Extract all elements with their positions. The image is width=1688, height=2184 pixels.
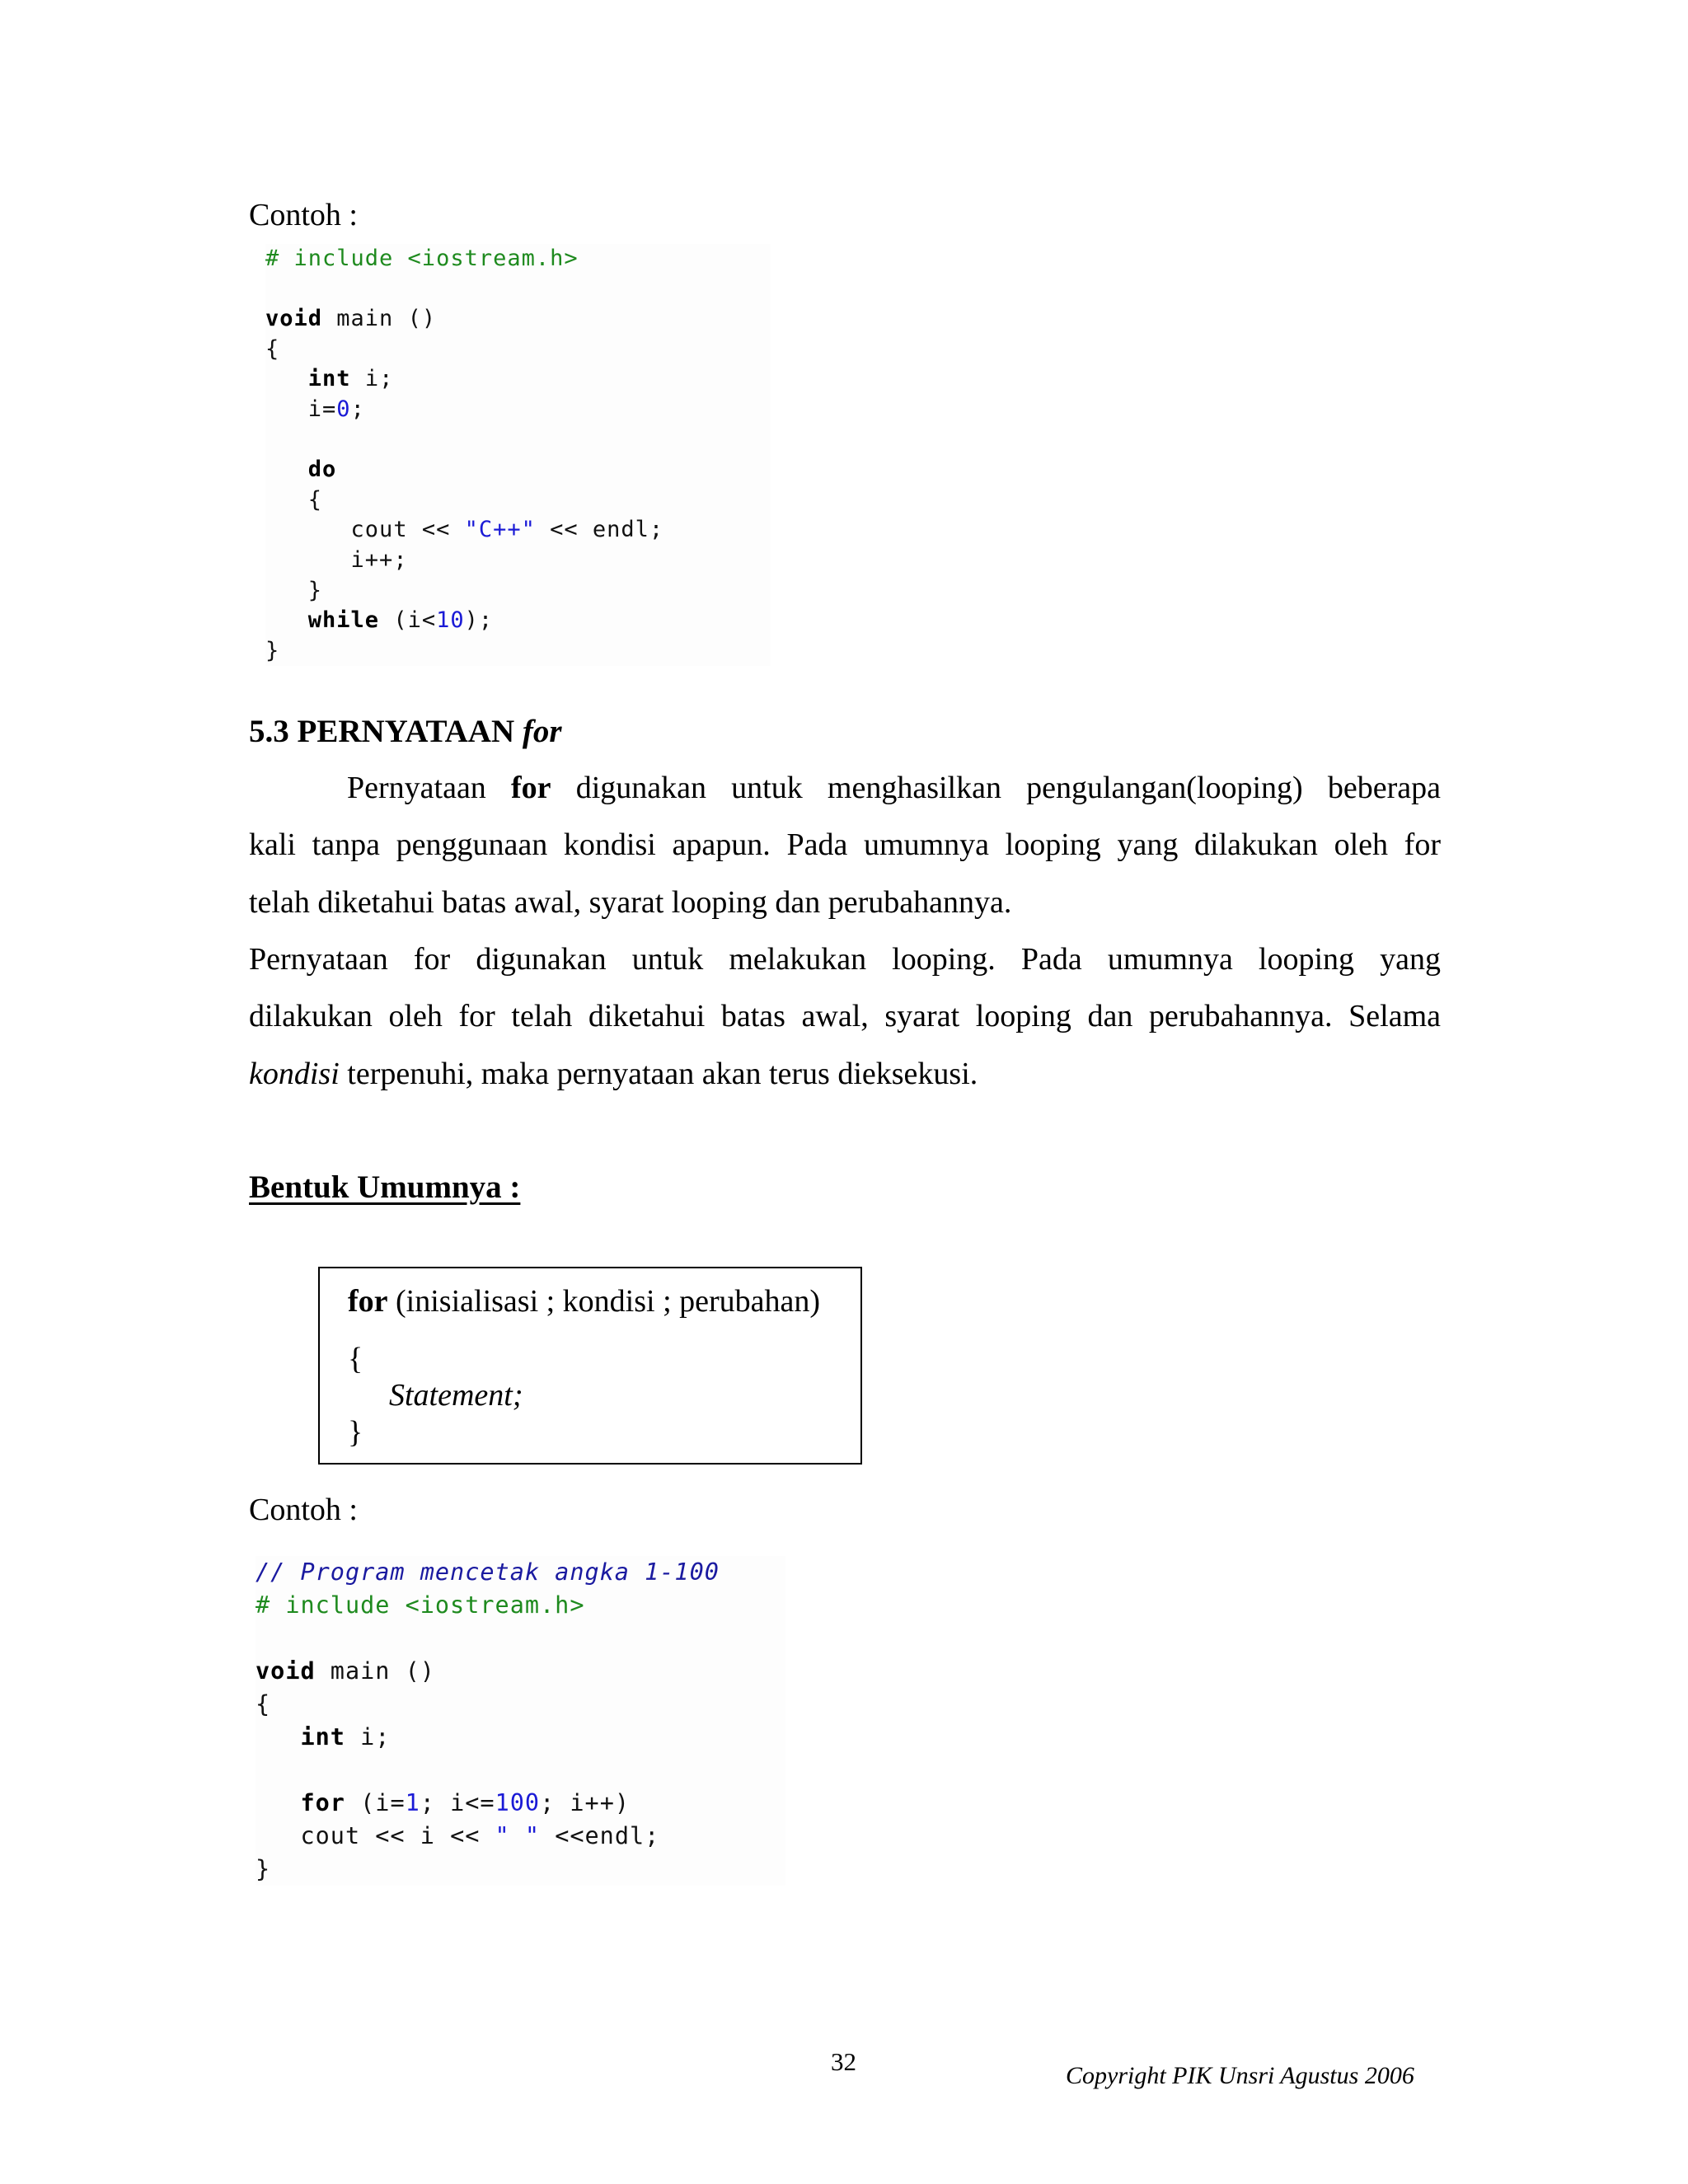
code2-close-brace: } — [256, 1855, 271, 1882]
code-open-brace: { — [265, 335, 280, 362]
paragraph1-line2: kali tanpa penggunaan kondisi apapun. Pada umumnya looping yang dilakukan oleh for — [249, 827, 1441, 863]
section-heading: 5.3 PERNYATAAN for — [249, 714, 562, 749]
code-assign-line: i=0; — [307, 396, 365, 422]
paragraph-for-intro — [249, 760, 1441, 931]
page-number: 32 — [831, 2047, 856, 2076]
code2-include-line: # include <iostream.h> — [256, 1591, 585, 1619]
code-cout-line: cout << "C++" << endl; — [350, 517, 664, 543]
code2-main-line: void main () — [256, 1657, 435, 1685]
paragraph2-line2: dilakukan oleh for telah diketahui batas awal, syarat looping dan perubahannya. Selama — [249, 999, 1441, 1034]
code-include-line: # include <iostream.h> — [265, 246, 579, 271]
code-int-decl: int i; — [307, 366, 394, 392]
code-block-for — [256, 1556, 785, 1886]
code-inner-open-brace: { — [307, 486, 323, 513]
code-do-keyword: do — [307, 457, 337, 483]
code2-open-brace: { — [256, 1690, 271, 1718]
syntax-for-line: for (inisialisasi ; kondisi ; perubahan) — [348, 1284, 821, 1319]
paragraph-for-description — [249, 931, 1441, 1103]
code2-cout-line: cout << i << " " <<endl; — [300, 1822, 660, 1849]
paragraph2-line1: Pernyataan for digunakan untuk melakukan looping. Pada umumnya looping yang — [249, 942, 1441, 977]
syntax-statement: Statement; — [389, 1378, 523, 1413]
syntax-open-brace: { — [348, 1342, 363, 1376]
code-main-line: void main () — [265, 306, 437, 332]
syntax-box — [318, 1267, 862, 1465]
code-block-do-while — [265, 244, 771, 666]
copyright-text: Copyright PIK Unsri Agustus 2006 — [1066, 2062, 1414, 2089]
code-inner-close-brace: } — [307, 577, 323, 603]
example-label-bottom: Contoh : — [249, 1493, 358, 1527]
code-close-brace: } — [265, 637, 280, 663]
general-form-heading: Bentuk Umumnya : — [249, 1169, 521, 1205]
example-label-top: Contoh : — [249, 198, 358, 232]
paragraph2-line3: kondisi terpenuhi, maka pernyataan akan terus dieksekusi. — [249, 1056, 978, 1091]
syntax-close-brace: } — [348, 1415, 363, 1450]
paragraph1-line3: telah diketahui batas awal, syarat looping dan perubahannya. — [249, 884, 1012, 920]
code2-for-line: for (i=1; i<=100; i++) — [300, 1789, 631, 1816]
code2-int-decl: int i; — [300, 1723, 391, 1750]
code-increment-line: i++; — [350, 546, 408, 573]
code-while-line: while (i<10); — [307, 607, 494, 634]
code2-comment-line: // Program mencetak angka 1-100 — [256, 1558, 720, 1586]
paragraph1-line1: Pernyataan for digunakan untuk menghasilkan pengulangan(looping) beberapa — [347, 771, 1442, 805]
